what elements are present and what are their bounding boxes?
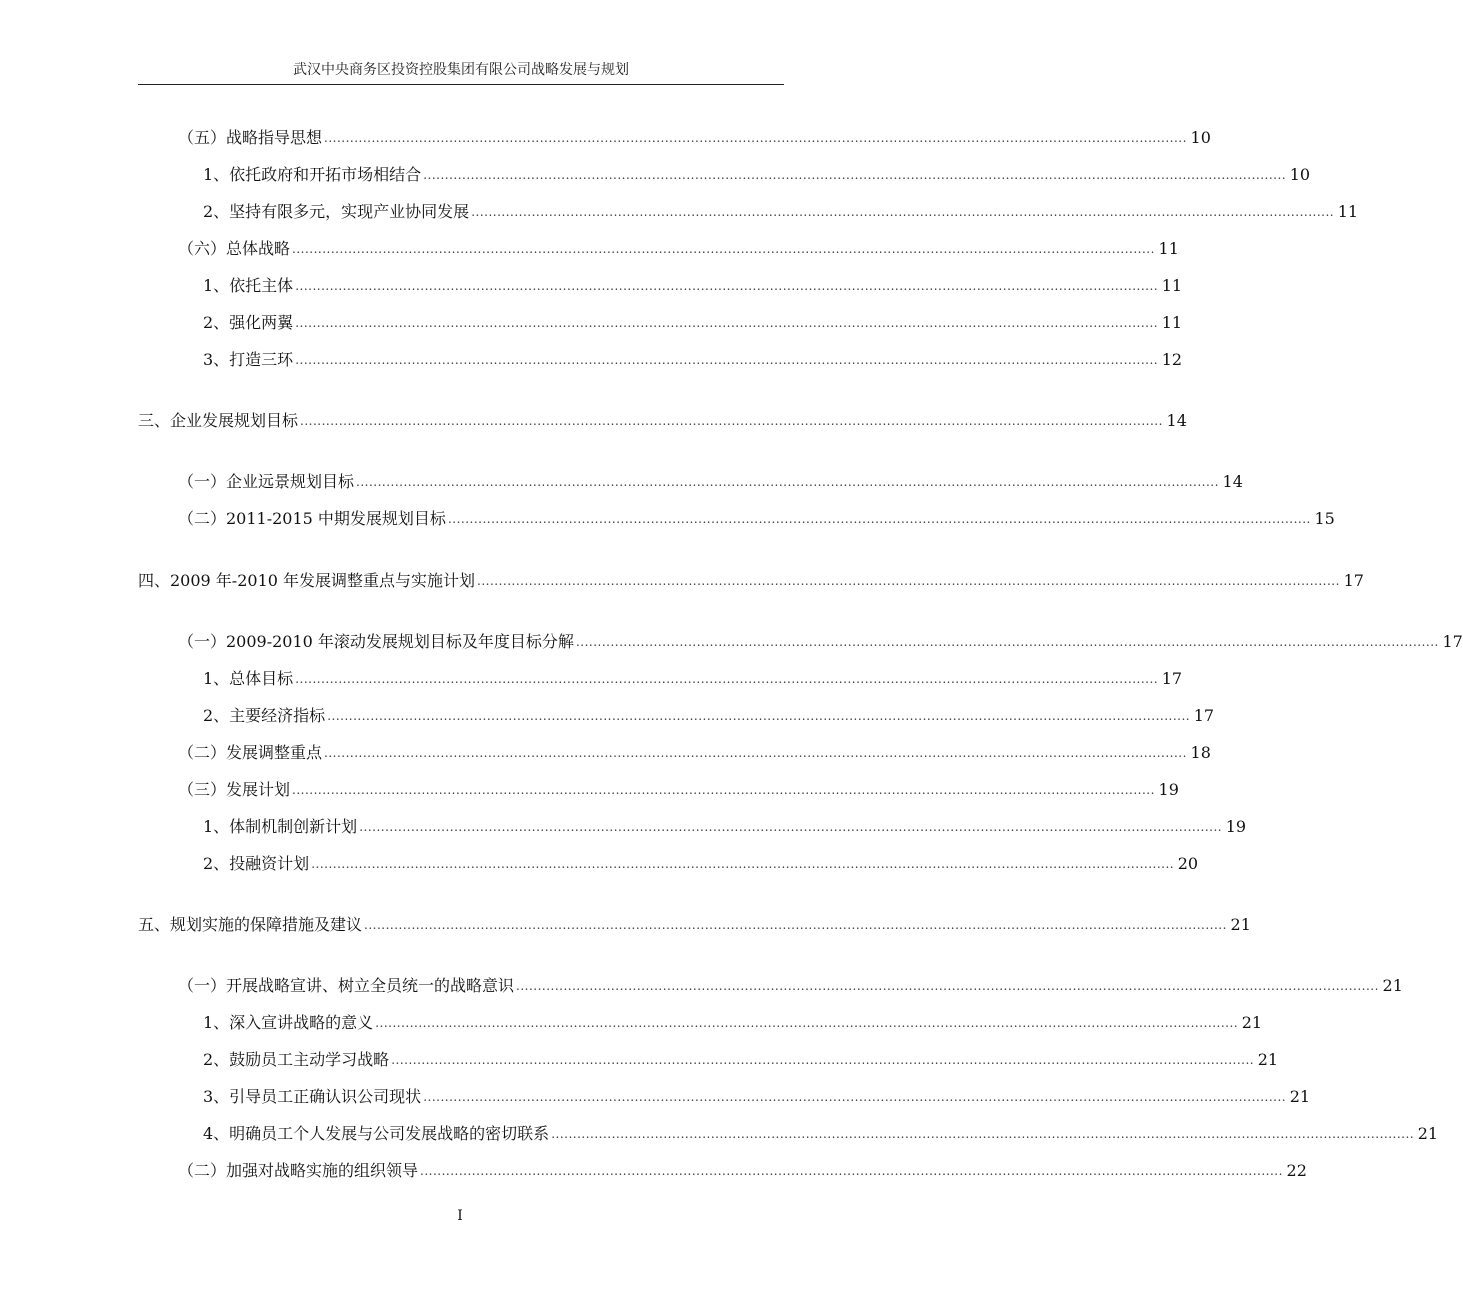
- toc-entry-page: 10: [1289, 165, 1311, 184]
- toc-entry-4-3-1[interactable]: [203, 812, 1247, 838]
- toc-entry-page: 10: [1190, 128, 1211, 147]
- toc-entry-page: 19: [1225, 817, 1247, 836]
- dot-leader: ........................................................................................................................................................................................................: [324, 746, 1187, 760]
- dot-leader: ........................................................................................................................................................................................................: [364, 918, 1227, 932]
- toc-entry-page: 21: [1241, 1013, 1263, 1032]
- dot-leader: ........................................................................................................................................................................................................: [375, 1016, 1239, 1030]
- toc-entry-title: （一）开展战略宣讲、树立全员统一的战略意识: [178, 976, 515, 995]
- dot-leader: ........................................................................................................................................................................................................: [292, 242, 1155, 256]
- dot-leader: ........................................................................................................................................................................................................: [295, 316, 1159, 330]
- toc-entry-5-1-1[interactable]: [203, 1008, 1263, 1034]
- toc-entry-5-1-3[interactable]: [203, 1082, 1311, 1108]
- dot-leader: ........................................................................................................................................................................................................: [551, 1127, 1415, 1141]
- toc-entry-page: 18: [1190, 743, 1211, 762]
- toc-entry-page: 17: [1442, 632, 1463, 651]
- toc-entry-title: 3、引导员工正确认识公司现状: [203, 1087, 422, 1106]
- toc-entry-title: （六）总体战略: [178, 239, 291, 258]
- toc-entry-title: 3、打造三环: [203, 350, 294, 369]
- toc-entry-3-1[interactable]: [178, 467, 1243, 493]
- toc-entry-4-2[interactable]: [178, 738, 1211, 764]
- toc-entry-6-2[interactable]: [203, 308, 1183, 334]
- toc-entry-6-3[interactable]: [203, 345, 1183, 371]
- toc-entry-title: （三）发展计划: [178, 780, 291, 799]
- toc-entry-title: 2、坚持有限多元，实现产业协同发展: [203, 202, 470, 221]
- toc-entry-page: 21: [1289, 1087, 1311, 1106]
- dot-leader: ........................................................................................................................................................................................................: [295, 353, 1159, 367]
- dot-leader: ........................................................................................................................................................................................................: [356, 475, 1219, 489]
- dot-leader: ........................................................................................................................................................................................................: [423, 1090, 1287, 1104]
- toc-entry-5-2[interactable]: [203, 197, 1359, 223]
- toc-entry-title: （二）2011-2015 中期发展规划目标: [178, 509, 446, 528]
- toc-entry-page: 14: [1222, 472, 1243, 491]
- dot-leader: ........................................................................................................................................................................................................: [324, 131, 1187, 145]
- dot-leader: ........................................................................................................................................................................................................: [420, 1164, 1283, 1178]
- dot-leader: ........................................................................................................................................................................................................: [292, 783, 1155, 797]
- dot-leader: ........................................................................................................................................................................................................: [575, 635, 1439, 649]
- toc-entry-page: 21: [1230, 915, 1251, 934]
- page-number: I: [457, 1208, 463, 1224]
- toc-entry-title: 1、总体目标: [203, 669, 294, 688]
- dot-leader: ........................................................................................................................................................................................................: [295, 672, 1159, 686]
- toc-entry-title: 2、投融资计划: [203, 854, 310, 873]
- toc-entry-page: 21: [1257, 1050, 1279, 1069]
- dot-leader: ........................................................................................................................................................................................................: [447, 512, 1311, 526]
- toc-entry-title: 2、强化两翼: [203, 313, 294, 332]
- toc-entry-6-1[interactable]: [203, 271, 1183, 297]
- toc-entry-page: 20: [1177, 854, 1199, 873]
- toc-entry-page: 22: [1286, 1161, 1307, 1180]
- toc-entry-title: 1、深入宣讲战略的意义: [203, 1013, 374, 1032]
- toc-entry-title: 4、明确员工个人发展与公司发展战略的密切联系: [203, 1124, 550, 1143]
- toc-entry-chapter-5[interactable]: [138, 910, 1251, 936]
- dot-leader: ........................................................................................................................................................................................................: [295, 279, 1159, 293]
- dot-leader: ........................................................................................................................................................................................................: [516, 979, 1379, 993]
- dot-leader: ........................................................................................................................................................................................................: [471, 205, 1335, 219]
- toc-entry-4-3[interactable]: [178, 775, 1179, 801]
- toc-entry-chapter-4[interactable]: [138, 566, 1364, 592]
- toc-entry-4-1-2[interactable]: [203, 701, 1215, 727]
- toc-entry-title: 1、体制机制创新计划: [203, 817, 358, 836]
- dot-leader: ........................................................................................................................................................................................................: [359, 820, 1223, 834]
- toc-entry-chapter-3[interactable]: [138, 406, 1187, 432]
- toc-entry-4-1[interactable]: [178, 627, 1463, 653]
- dot-leader: ........................................................................................................................................................................................................: [391, 1053, 1255, 1067]
- toc-entry-5-1[interactable]: [203, 160, 1311, 186]
- toc-entry-5-2-section[interactable]: [178, 1156, 1307, 1182]
- toc-entry-page: 17: [1161, 669, 1183, 688]
- dot-leader: ........................................................................................................................................................................................................: [327, 709, 1191, 723]
- toc-entry-page: 19: [1158, 780, 1179, 799]
- toc-entry-title: 四、2009 年-2010 年发展调整重点与实施计划: [138, 571, 476, 590]
- toc-entry-title: 2、鼓励员工主动学习战略: [203, 1050, 390, 1069]
- toc-entry-section-5[interactable]: [178, 123, 1211, 149]
- toc-entry-title: 2、主要经济指标: [203, 706, 326, 725]
- toc-entry-4-1-1[interactable]: [203, 664, 1183, 690]
- toc-entry-page: 14: [1166, 411, 1187, 430]
- toc-entry-title: （五）战略指导思想: [178, 128, 323, 147]
- toc-entry-4-3-2[interactable]: [203, 849, 1199, 875]
- toc-entry-page: 12: [1161, 350, 1183, 369]
- toc-entry-5-1-2[interactable]: [203, 1045, 1279, 1071]
- toc-entry-3-2[interactable]: [178, 504, 1335, 530]
- toc-entry-page: 17: [1343, 571, 1364, 590]
- toc-entry-page: 15: [1314, 509, 1335, 528]
- toc-entry-title: 1、依托主体: [203, 276, 294, 295]
- dot-leader: ........................................................................................................................................................................................................: [423, 168, 1287, 182]
- toc-entry-title: 五、规划实施的保障措施及建议: [138, 915, 363, 934]
- toc-entry-page: 17: [1193, 706, 1215, 725]
- toc-entry-title: （二）发展调整重点: [178, 743, 323, 762]
- toc-entry-title: （一）企业远景规划目标: [178, 472, 355, 491]
- dot-leader: ........................................................................................................................................................................................................: [311, 857, 1175, 871]
- toc-entry-page: 21: [1417, 1124, 1439, 1143]
- toc-entry-page: 11: [1158, 239, 1179, 258]
- toc-entry-title: （二）加强对战略实施的组织领导: [178, 1161, 419, 1180]
- dot-leader: ........................................................................................................................................................................................................: [477, 574, 1340, 588]
- toc-entry-page: 11: [1161, 276, 1183, 295]
- toc-entry-title: 1、依托政府和开拓市场相结合: [203, 165, 422, 184]
- page-header: 武汉中央商务区投资控股集团有限公司战略发展与规划: [293, 62, 629, 78]
- toc-entry-page: 11: [1337, 202, 1359, 221]
- toc-entry-page: 21: [1382, 976, 1403, 995]
- toc-entry-title: 三、企业发展规划目标: [138, 411, 299, 430]
- toc-entry-title: （一）2009-2010 年滚动发展规划目标及年度目标分解: [178, 632, 574, 651]
- toc-entry-5-1-section[interactable]: [178, 971, 1403, 997]
- dot-leader: ........................................................................................................................................................................................................: [300, 414, 1163, 428]
- toc-entry-section-6[interactable]: [178, 234, 1179, 260]
- toc-entry-5-1-4[interactable]: [203, 1119, 1439, 1145]
- toc-entry-page: 11: [1161, 313, 1183, 332]
